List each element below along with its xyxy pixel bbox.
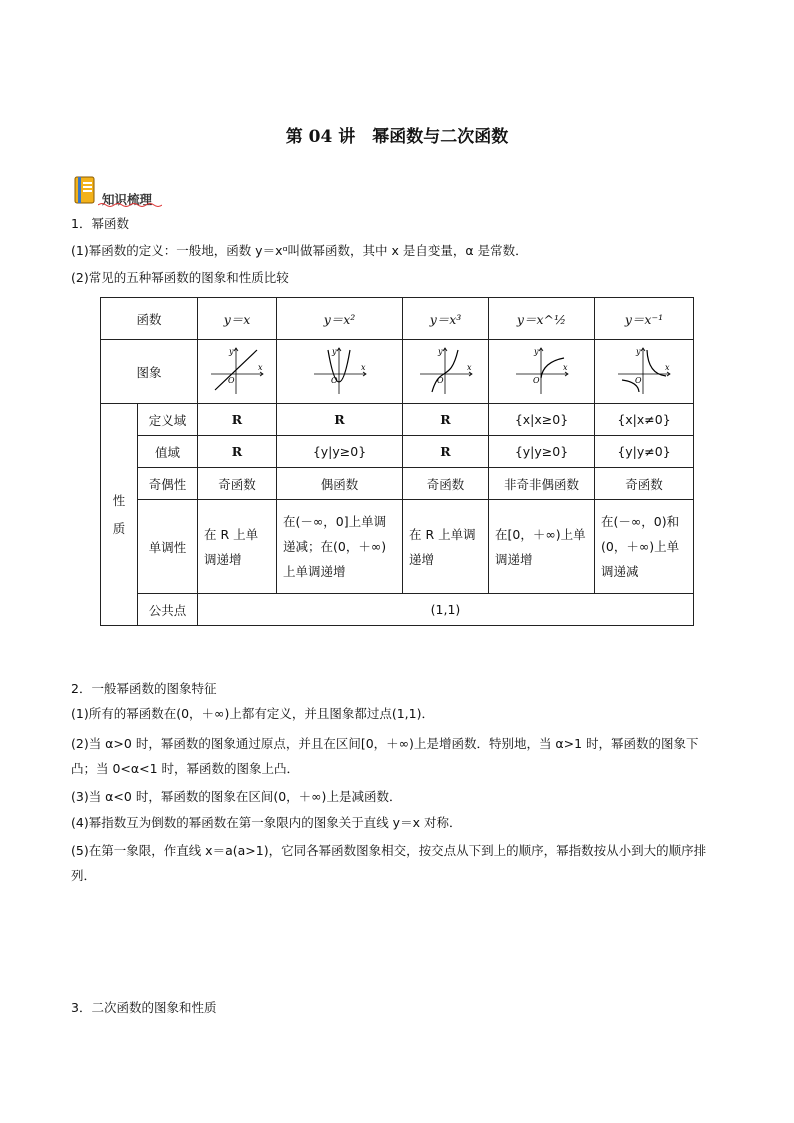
section-1-heading: 1．幂函数 [71, 216, 129, 231]
table-cell: (1,1) [198, 594, 694, 626]
table-cell: 在(－∞，0]上单调递减；在(0，＋∞)上单调递增 [277, 500, 403, 594]
x-label: x [665, 363, 670, 372]
function-header: y＝x^½ [489, 298, 595, 340]
wave-underline [98, 202, 162, 208]
row-label: 值域 [138, 436, 198, 468]
table-cell: {x|x≥0} [489, 404, 595, 436]
graph-reciprocal [614, 344, 674, 396]
graph-row-label: 图象 [101, 340, 198, 404]
table-row [101, 594, 694, 626]
section-badge [74, 176, 204, 206]
table-row [101, 468, 694, 500]
y-label: y [636, 347, 641, 356]
x-label: x [562, 363, 568, 372]
table-cell: 奇函数 [595, 468, 694, 500]
table-cell: R [403, 404, 489, 436]
comparison-intro: (2)常见的五种幂函数的图象和性质比较 [71, 270, 289, 285]
graph-quadratic [310, 344, 370, 396]
table-cell: 偶函数 [277, 468, 403, 500]
row-label: 定义域 [138, 404, 198, 436]
table-row [101, 340, 694, 404]
function-header: y＝x⁻¹ [595, 298, 694, 340]
function-header: y＝x³ [403, 298, 489, 340]
y-label: y [331, 347, 337, 356]
table-row [101, 500, 694, 594]
table-cell: {y|y≠0} [595, 436, 694, 468]
origin-label: O [330, 376, 338, 385]
y-label: y [437, 347, 443, 356]
row-label: 单调性 [138, 500, 198, 594]
function-header: y＝x [198, 298, 277, 340]
power-function-table [100, 297, 694, 626]
book-icon [74, 176, 96, 204]
badge-label: 知识梳理 [102, 192, 153, 207]
graph-linear [207, 344, 267, 396]
table-cell: R [277, 404, 403, 436]
section-3-heading: 3．二次函数的图象和性质 [71, 1000, 217, 1015]
table-cell: R [198, 436, 277, 468]
section-2-heading: 2．一般幂函数的图象特征 [71, 681, 217, 696]
graph-cubic [416, 344, 476, 396]
col-header: 函数 [101, 298, 198, 340]
table-row [101, 436, 694, 468]
x-label: x [360, 363, 366, 372]
table-cell: 在(－∞，0)和(0，＋∞)上单调递减 [595, 500, 694, 594]
row-label: 奇偶性 [138, 468, 198, 500]
page-title: 第 04 讲 幂函数与二次函数 [285, 127, 509, 147]
table-cell: {y|y≥0} [489, 436, 595, 468]
table-cell: 奇函数 [198, 468, 277, 500]
table-cell: 在 R 上单调递增 [198, 500, 277, 594]
origin-label: O [635, 376, 642, 385]
row-label: 公共点 [138, 594, 198, 626]
table-row [101, 404, 694, 436]
table-row [101, 298, 694, 340]
feature-item: (1)所有的幂函数在(0，＋∞)上都有定义，并且图象都过点(1,1)． [71, 706, 434, 721]
y-label: y [533, 347, 539, 356]
table-cell: R [198, 404, 277, 436]
feature-item: (4)幂指数互为倒数的幂函数在第一象限内的图象关于直线 y＝x 对称． [71, 815, 462, 830]
definition-paragraph: (1)幂函数的定义：一般地，函数 y＝xᵅ叫做幂函数，其中 x 是自变量，α 是常数． [71, 243, 528, 258]
feature-item: (3)当 α<0 时，幂函数的图象在区间(0，＋∞)上是减函数． [71, 789, 402, 804]
table-cell: {x|x≠0} [595, 404, 694, 436]
table-cell: {y|y≥0} [277, 436, 403, 468]
y-label: y [229, 347, 234, 356]
table-cell: 非奇非偶函数 [489, 468, 595, 500]
table-cell: 奇函数 [403, 468, 489, 500]
origin-label: O [436, 376, 444, 385]
origin-label: O [532, 376, 540, 385]
table-cell: R [403, 436, 489, 468]
x-label: x [466, 363, 472, 372]
table-cell: 在[0，＋∞)上单调递增 [489, 500, 595, 594]
x-label: x [258, 363, 263, 372]
feature-item: (5)在第一象限，作直线 x＝a(a>1)，它同各幂函数图象相交，按交点从下到上的顺序，幂指数按从小到大的顺序排列． [71, 843, 707, 883]
function-header: y＝x² [277, 298, 403, 340]
table-cell: 在 R 上单调递增 [403, 500, 489, 594]
origin-label: O [228, 376, 235, 385]
feature-item: (2)当 α>0 时，幂函数的图象通过原点，并且在区间[0，＋∞)上是增函数．特别地，当 α>1 时，幂函数的图象下凸；当 0<α<1 时，幂函数的图象上凸． [71, 736, 699, 776]
graph-sqrt [512, 344, 572, 396]
properties-group-label: 性 质 [101, 404, 138, 626]
